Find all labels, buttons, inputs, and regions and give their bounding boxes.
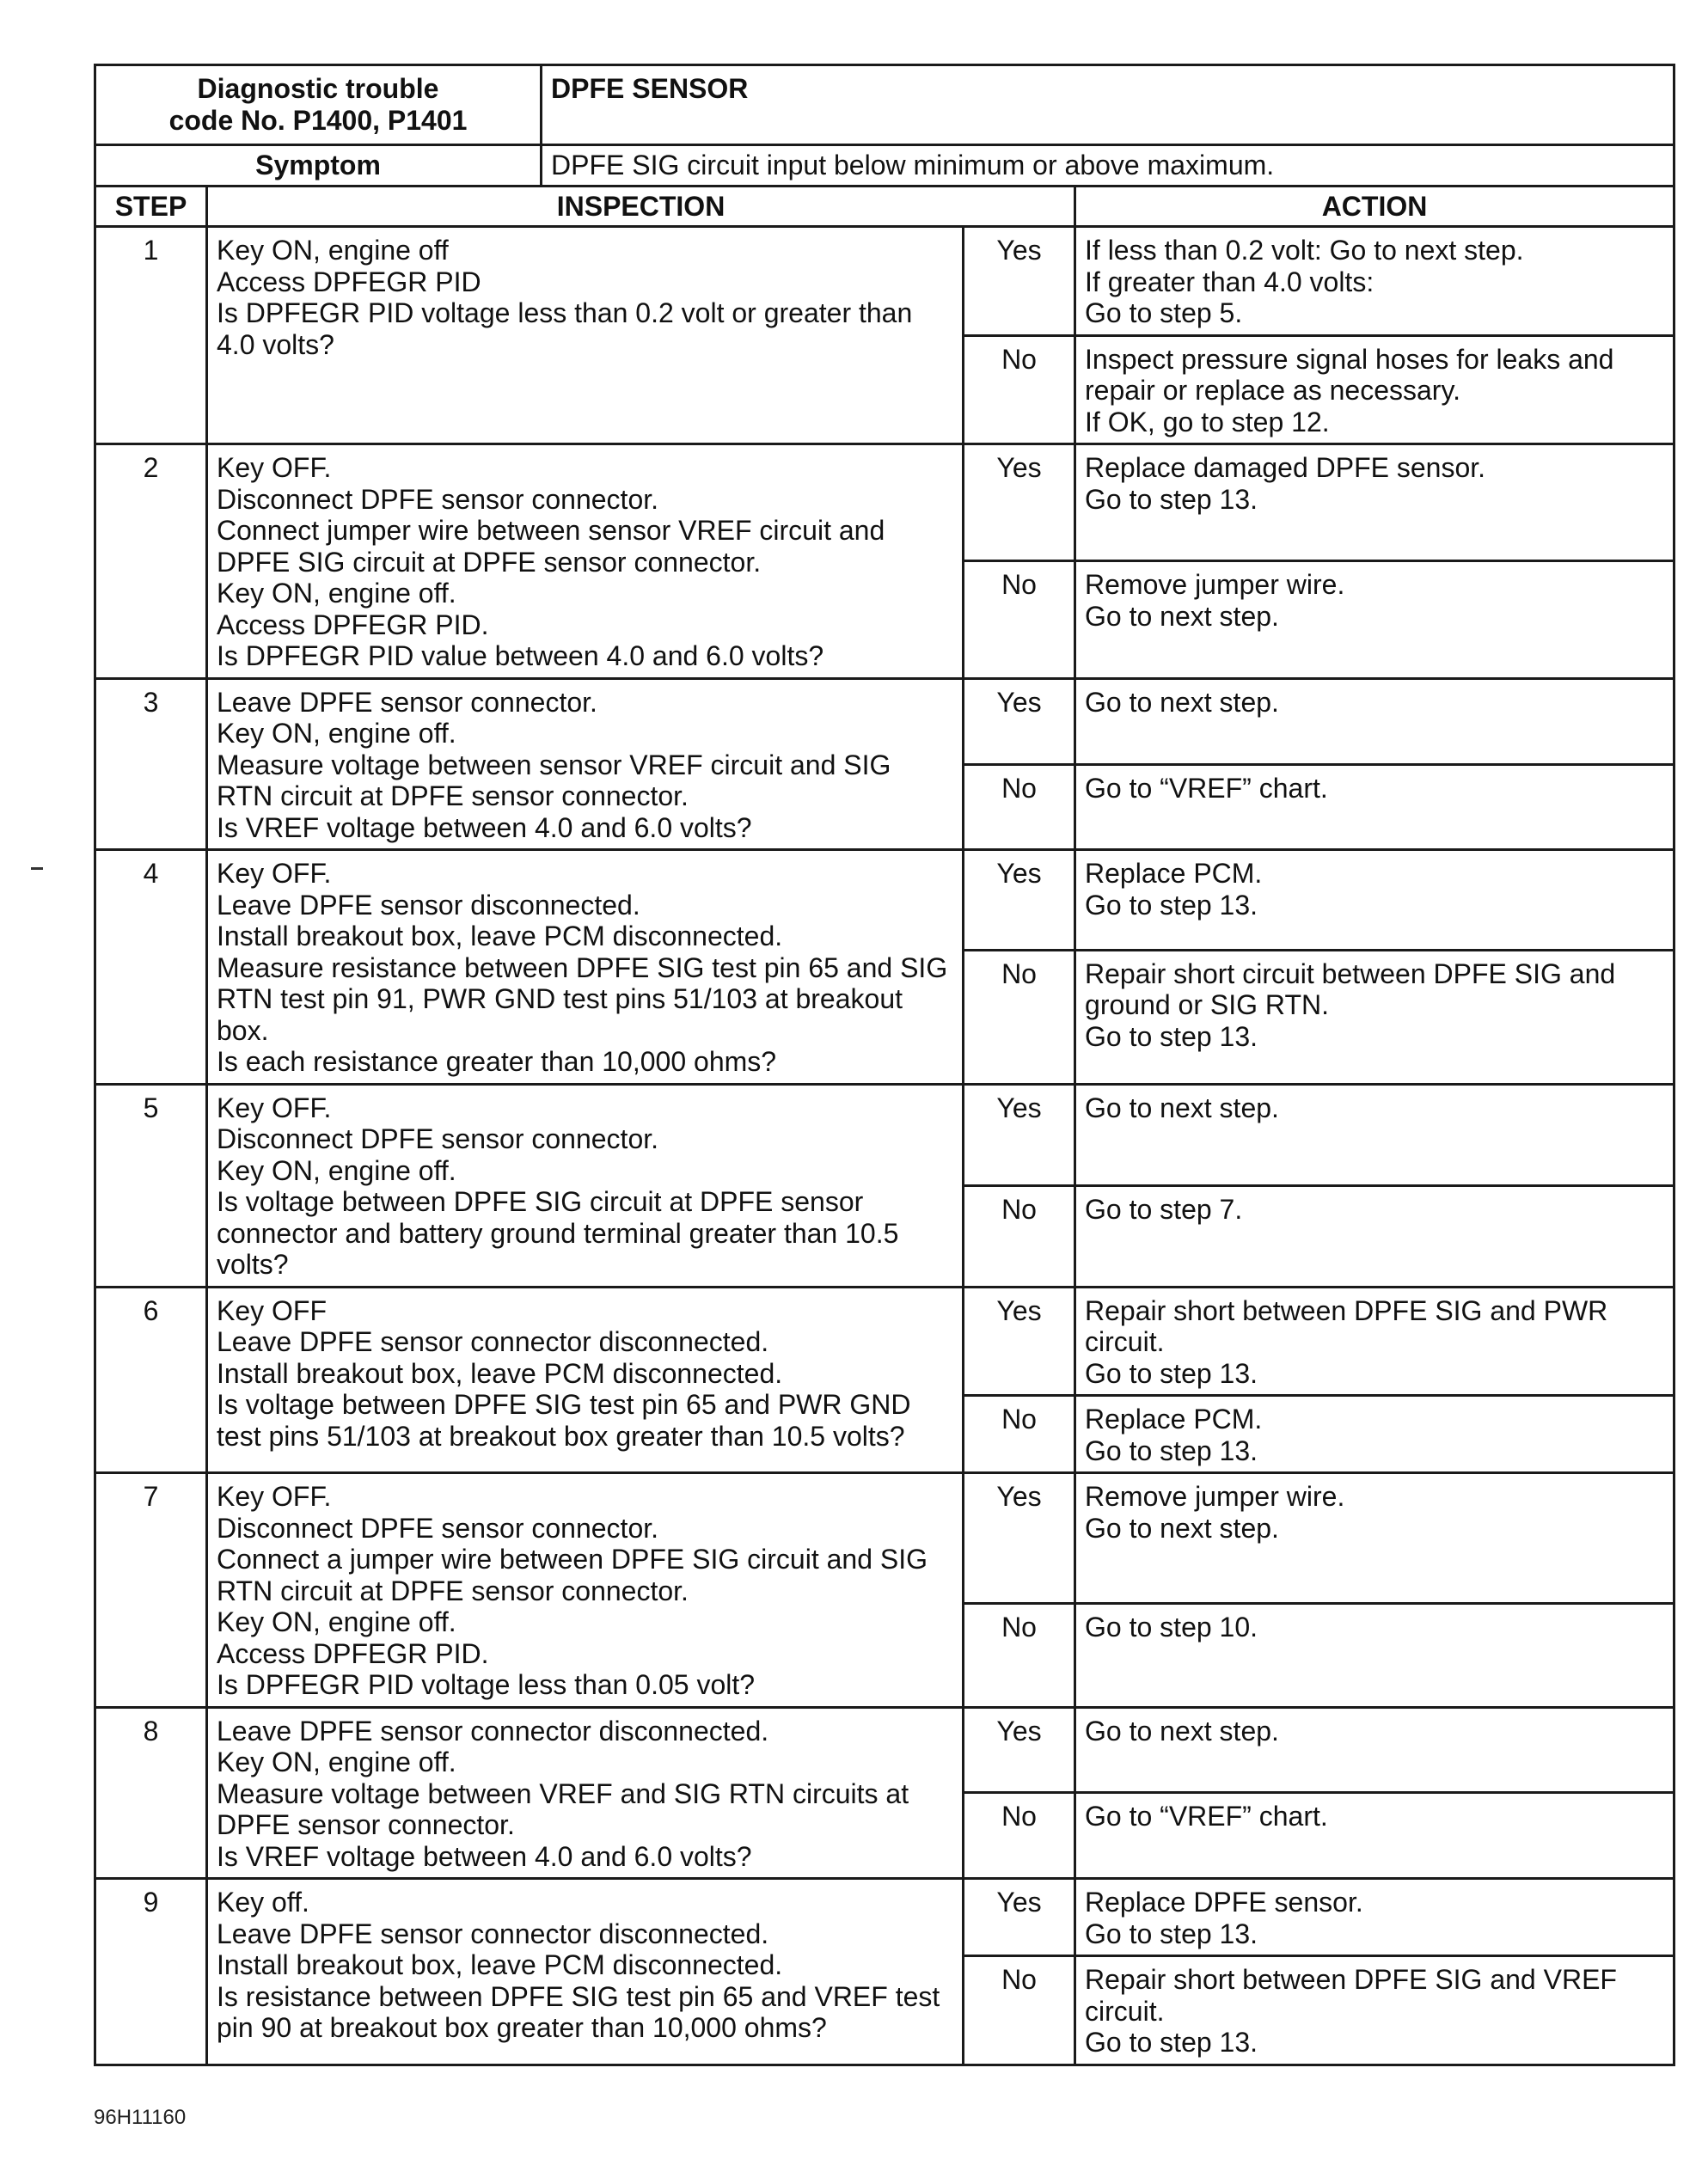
no-action: Go to step 7.: [1075, 1185, 1674, 1287]
yes-action: Go to next step.: [1075, 1084, 1674, 1185]
step-row-yes: [95, 1707, 1674, 1793]
inspection-text: Key OFF Leave DPFE sensor connector disconnected. Install breakout box, leave PCM disconnected. Is voltage between DPFE SIG test pin 65 and PWR GND test pins 51/103 at breakout box greater than 10.5 volts?: [207, 1287, 964, 1473]
inspection-text: Key off. Leave DPFE sensor connector disconnected. Install breakout box, leave PCM disconnected. Is resistance between DPFE SIG test pin 65 and VREF test pin 90 at breakout box greater than 10,000 ohms?: [207, 1879, 964, 2065]
figure-code: 96H11160: [94, 2106, 187, 2129]
inspection-text: Key ON, engine off Access DPFEGR PID Is DPFEGR PID voltage less than 0.2 volt or greater than 4.0 volts?: [207, 227, 964, 444]
diagnostic-table: [94, 64, 1675, 2066]
dtc-label: Diagnostic trouble code No. P1400, P1401: [95, 65, 542, 145]
yes-action: If less than 0.2 volt: Go to next step. If greater than 4.0 volts: Go to step 5.: [1075, 227, 1674, 336]
inspection-text: Key OFF. Disconnect DPFE sensor connector. Key ON, engine off. Is voltage between DPFE SIG circuit at DPFE sensor connector and battery ground terminal greater than 10.5 volts?: [207, 1084, 964, 1287]
yes-label: Yes: [964, 1084, 1075, 1185]
yes-label: Yes: [964, 850, 1075, 951]
yes-label: Yes: [964, 1707, 1075, 1793]
step-number: 4: [95, 850, 207, 1085]
no-label: No: [964, 561, 1075, 678]
no-label: No: [964, 335, 1075, 444]
step-number: 7: [95, 1473, 207, 1708]
step-number: 3: [95, 678, 207, 850]
yes-action: Replace PCM. Go to step 13.: [1075, 850, 1674, 951]
step-row-yes: [95, 1287, 1674, 1396]
page-title: DPFE SENSOR: [542, 65, 1674, 145]
diagnostic-sheet: [94, 64, 1673, 2066]
no-action: Inspect pressure signal hoses for leaks and repair or replace as necessary. If OK, go to step 12.: [1075, 335, 1674, 444]
no-label: No: [964, 1396, 1075, 1473]
inspection-text: Key OFF. Disconnect DPFE sensor connector. Connect a jumper wire between DPFE SIG circuit and SIG RTN circuit at DPFE sensor connector. Key ON, engine off. Access DPFEGR PID. Is DPFEGR PID voltage less than 0.05 volt?: [207, 1473, 964, 1708]
symptom-row: [95, 145, 1674, 187]
step-number: 6: [95, 1287, 207, 1473]
yes-label: Yes: [964, 678, 1075, 765]
header-row: [95, 65, 1674, 145]
step-row-yes: [95, 1879, 1674, 1956]
inspection-text: Key OFF. Leave DPFE sensor disconnected. Install breakout box, leave PCM disconnected. Measure resistance between DPFE SIG test pin 65 and SIG RTN test pin 91, PWR GND test pins 51/103 at breakout box. Is each resistance greater than 10,000 ohms?: [207, 850, 964, 1085]
no-action: Repair short between DPFE SIG and VREF circuit. Go to step 13.: [1075, 1956, 1674, 2065]
no-action: Go to “VREF” chart.: [1075, 765, 1674, 850]
no-label: No: [964, 950, 1075, 1084]
step-number: 9: [95, 1879, 207, 2065]
step-row-yes: [95, 1084, 1674, 1185]
no-action: Repair short circuit between DPFE SIG and ground or SIG RTN. Go to step 13.: [1075, 950, 1674, 1084]
no-action: Go to step 10.: [1075, 1603, 1674, 1707]
no-label: No: [964, 1793, 1075, 1879]
yes-action: Remove jumper wire. Go to next step.: [1075, 1473, 1674, 1604]
no-label: No: [964, 1185, 1075, 1287]
no-label: No: [964, 1956, 1075, 2065]
yes-action: Go to next step.: [1075, 678, 1674, 765]
step-row-yes: [95, 1473, 1674, 1604]
column-header-inspection: INSPECTION: [207, 186, 1075, 227]
step-number: 5: [95, 1084, 207, 1287]
yes-action: Replace damaged DPFE sensor. Go to step 13.: [1075, 444, 1674, 561]
no-label: No: [964, 765, 1075, 850]
yes-label: Yes: [964, 1473, 1075, 1604]
step-row-yes: [95, 444, 1674, 561]
symptom-text: DPFE SIG circuit input below minimum or above maximum.: [542, 145, 1674, 187]
inspection-text: Leave DPFE sensor connector. Key ON, engine off. Measure voltage between sensor VREF circuit and SIG RTN circuit at DPFE sensor connector. Is VREF voltage between 4.0 and 6.0 volts?: [207, 678, 964, 850]
margin-mark: [31, 867, 43, 870]
step-row-yes: [95, 678, 1674, 765]
symptom-label: Symptom: [95, 145, 542, 187]
yes-label: Yes: [964, 1287, 1075, 1396]
yes-label: Yes: [964, 227, 1075, 336]
column-header-row: [95, 186, 1674, 227]
yes-action: Repair short between DPFE SIG and PWR circuit. Go to step 13.: [1075, 1287, 1674, 1396]
yes-label: Yes: [964, 1879, 1075, 1956]
step-number: 1: [95, 227, 207, 444]
column-header-action: ACTION: [1075, 186, 1674, 227]
inspection-text: Leave DPFE sensor connector disconnected. Key ON, engine off. Measure voltage between VREF and SIG RTN circuits at DPFE sensor connector. Is VREF voltage between 4.0 and 6.0 volts?: [207, 1707, 964, 1879]
step-row-yes: [95, 227, 1674, 336]
yes-action: Replace DPFE sensor. Go to step 13.: [1075, 1879, 1674, 1956]
step-number: 8: [95, 1707, 207, 1879]
inspection-text: Key OFF. Disconnect DPFE sensor connector. Connect jumper wire between sensor VREF circuit and DPFE SIG circuit at DPFE sensor connector. Key ON, engine off. Access DPFEGR PID. Is DPFEGR PID value between 4.0 and 6.0 volts?: [207, 444, 964, 679]
column-header-step: STEP: [95, 186, 207, 227]
no-label: No: [964, 1603, 1075, 1707]
step-number: 2: [95, 444, 207, 679]
yes-action: Go to next step.: [1075, 1707, 1674, 1793]
no-action: Go to “VREF” chart.: [1075, 1793, 1674, 1879]
yes-label: Yes: [964, 444, 1075, 561]
no-action: Replace PCM. Go to step 13.: [1075, 1396, 1674, 1473]
no-action: Remove jumper wire. Go to next step.: [1075, 561, 1674, 678]
step-row-yes: [95, 850, 1674, 951]
